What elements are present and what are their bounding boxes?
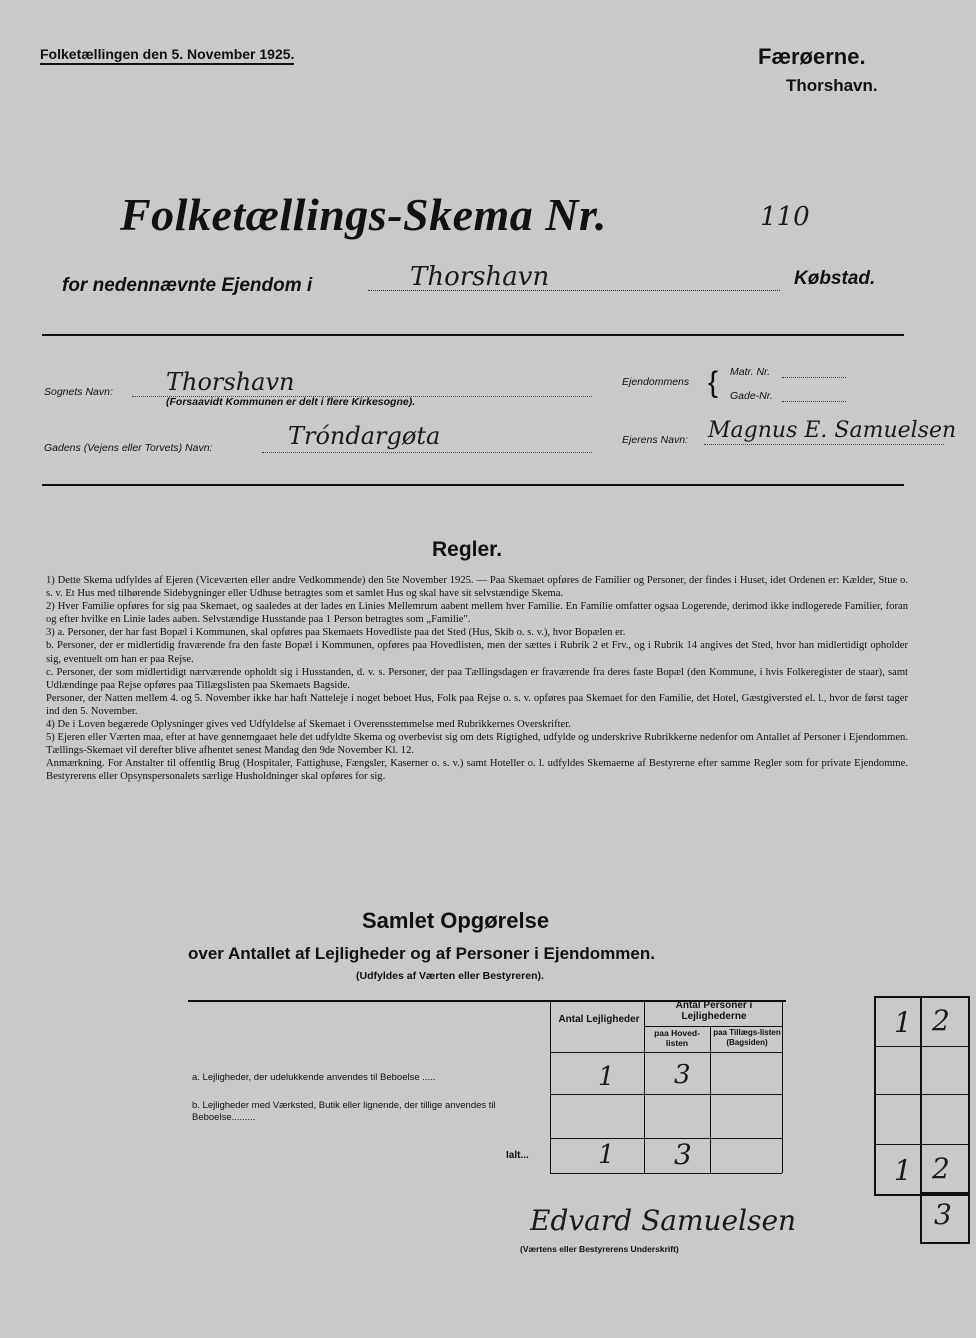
side-tally-cell: 1 (894, 1006, 912, 1039)
col-main-header: paa Hoved-listen (654, 1028, 700, 1048)
col-apartments-header: Antal Lejligheder (558, 1014, 640, 1025)
header-divider (42, 334, 904, 336)
subtitle-suffix: Købstad. (794, 268, 876, 289)
rules-heading: Regler. (432, 538, 503, 561)
rule-paragraph: 1) Dette Skema udfyldes af Ejeren (Viceværten eller andre Vedkommende) den 5te November 1925. — Paa Skemaet opføres de Familier og Personer, der findes i Huset, idet Ordenen er: Kælder, Stue o. s. v. Et Hus med tilhørende Sidebygninger eller Udhuse betragtes som et samlet Hus og skal have sit selvstændige Skema. (46, 575, 908, 600)
subtitle-place-handwritten: Thorshavn (410, 262, 550, 292)
row-a-label: a. Lejligheder, der udelukkende anvendes til Beboelse ..... (192, 1072, 436, 1083)
side-tally-rule (874, 1094, 968, 1095)
table-bottom-rule (550, 1173, 782, 1174)
owner-label: Ejerens Navn: (622, 434, 688, 446)
matr-label: Matr. Nr. (730, 366, 771, 378)
rule-paragraph: Anmærkning. For Anstalter til offentlig Brug (Hospitaler, Fattighuse, Fængsler, Kaserner o. s. v.) samt Hoteller o. l. udfyldes Skemaerne af Bestyrerne efter samme Regler som for private Ejendomme. Bestyrerens eller Opsynspersonalets særlige Husholdninger skal opføres for sig. (46, 758, 908, 783)
matr-dotted-line (782, 377, 846, 378)
col-supp-header: paa Tillægs-listen (Bagsiden) (713, 1028, 781, 1047)
total-main: 3 (674, 1138, 692, 1171)
form-number-handwritten: 110 (760, 202, 810, 232)
region-name: Færøerne. (758, 44, 866, 69)
summary-heading: Samlet Opgørelse (362, 908, 550, 933)
total-apartments: 1 (598, 1140, 615, 1170)
side-tally-rule (874, 1144, 968, 1145)
table-row-rule (550, 1138, 782, 1139)
side-tally-cell: 2 (932, 1152, 950, 1185)
signature-handwritten: Edvard Samuelsen (530, 1204, 797, 1237)
subtitle-prefix: for nedennævnte Ejendom i (62, 275, 313, 296)
rule-paragraph: b. Personer, der er midlertidig fraværende fra den faste Bopæl i Kommunen, opføres paa Hovedlisten, men der sættes i Rubrik 2 et Frv., og i Rubrik 14 angives det Sted, hvor han midlertidigt opholder sig, eventuelt om han er paa Rejse. (46, 640, 908, 665)
row-a-main: 3 (674, 1060, 691, 1090)
rule-paragraph: c. Personer, der som midlertidigt nærværende opholdt sig i Husstanden, d. v. s. Personer, der paa Tællingsdagen er fraværende fra deres faste Bopæl (den Kommune, i hvis Folkeregister de staar), samt Udlændinge paa Rejse opføres paa Tillægslisten paa Skemaets Bagside. (46, 666, 908, 691)
rule-paragraph: 3) a. Personer, der har fast Bopæl i Kommunen, skal opføres paa Skemaets Hovedliste paa det Sted (Hus, Skib o. s. v.), hvor Bopælen er. (46, 627, 626, 639)
gade-label: Gade-Nr. (730, 390, 773, 402)
fields-divider (42, 484, 904, 486)
table-subheader-rule (644, 1026, 782, 1027)
owner-dotted-line (704, 444, 944, 445)
town-name: Thorshavn. (786, 76, 878, 95)
summary-note: (Udfyldes af Værten eller Bestyreren). (356, 970, 544, 982)
form-title: Folketællings-Skema Nr. (120, 189, 607, 240)
table-col-line (782, 1001, 783, 1173)
street-value-handwritten: Tróndargøta (288, 422, 441, 450)
row-b-label: b. Lejligheder med Værksted, Butik eller lignende, der tillige anvendes til Beboelse......... (192, 1100, 496, 1123)
table-col-line (550, 1001, 551, 1173)
side-tally-rule (874, 1046, 968, 1047)
rule-paragraph: 5) Ejeren eller Værten maa, efter at have gennemgaaet hele det udfyldte Skema og overbevist sig om dets Rigtighed, udfylde og underskrive Rubrikkerne nedenfor om Antallet af Personer i Ejendommen. Tællings-Skemaet vil derefter blive afhentet senest Mandag den 9de November Kl. 12. (46, 732, 908, 757)
street-dotted-line (262, 452, 592, 453)
row-total-label: Ialt... (506, 1150, 529, 1161)
property-label: Ejendommens (622, 376, 690, 388)
rule-paragraph: Personer, der Natten mellem 4. og 5. November ikke har haft Natteleje i noget beboet Hus, Folk paa Rejse o. s. v. opføres paa Skemaet for den Familie, det Hotel, Gæstgiversted el. l., hvor de først tager ind den 5. November. (46, 692, 908, 717)
street-label: Gadens (Vejens eller Torvets) Navn: (44, 442, 213, 454)
parish-label: Sognets Navn: (44, 386, 113, 398)
side-tally-cell: 2 (932, 1004, 950, 1037)
rules-text (46, 574, 908, 784)
summary-subheading: over Antallet af Lejligheder og af Personer i Ejendommen. (188, 944, 655, 963)
brace-icon: { (708, 366, 719, 399)
owner-value-handwritten: Magnus E. Samuelsen (708, 418, 957, 443)
side-tally-box (874, 996, 970, 1196)
col-persons-header: Antal Personer i Lejlighederne (675, 1000, 753, 1022)
table-col-line (710, 1026, 711, 1173)
table-row-rule (550, 1094, 782, 1095)
rule-paragraph: 4) De i Loven begærede Oplysninger gives ved Udfyldelse af Skemaet i Overensstemmelse med Rubrikkernes Overskrifter. (46, 719, 571, 731)
signature-label: (Værtens eller Bestyrerens Underskrift) (520, 1244, 679, 1254)
side-tally-cell: 3 (934, 1198, 952, 1231)
parish-note: (Forsaavidt Kommunen er delt i flere Kirkesogne). (166, 396, 416, 408)
side-tally-cell: 1 (894, 1154, 912, 1187)
rule-paragraph: 2) Hver Familie opføres for sig paa Skemaet, og saaledes at der lades en Linies Mellemrum aabent mellem hver Familie. En Familie omfatter ogsaa Logerende, derimod ikke indlogerede Familier, foran og efter hvilke en Linie lades aaben. Selvstændige Husstande paa 1 Person betragtes som „Familie". (46, 601, 908, 626)
parish-value-handwritten: Thorshavn (166, 368, 295, 396)
table-header-rule (550, 1052, 782, 1053)
gade-dotted-line (782, 401, 846, 402)
census-date-line: Folketællingen den 5. November 1925. (40, 46, 294, 65)
row-a-apartments: 1 (598, 1062, 615, 1092)
